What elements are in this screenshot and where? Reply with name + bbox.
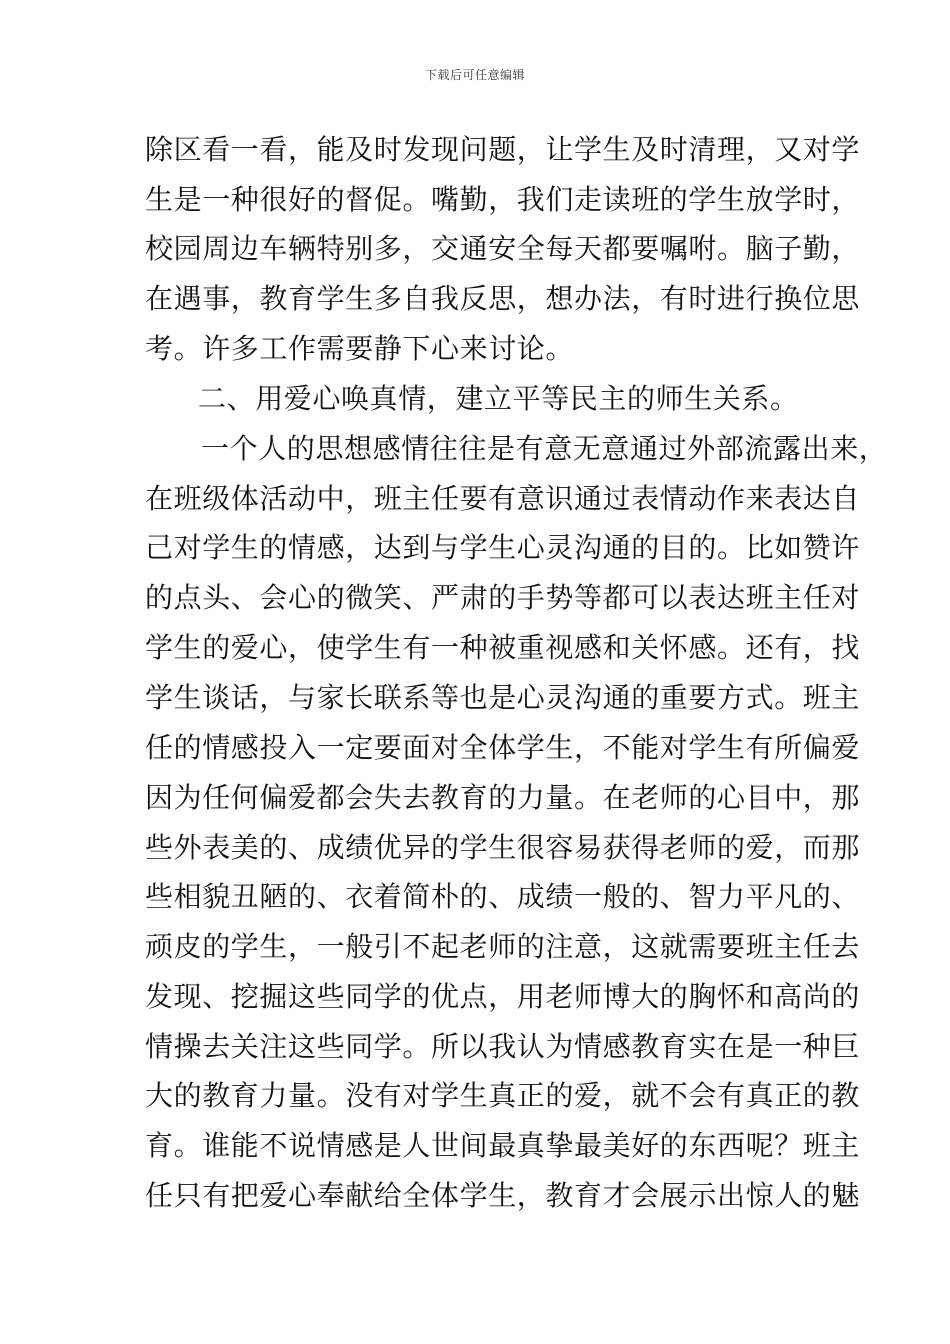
- body-line: 学生谈话，与家长联系等也是心灵沟通的重要方式。班主: [145, 681, 861, 714]
- body-line: 己对学生的情感，达到与学生心灵沟通的目的。比如赞许: [145, 531, 861, 564]
- body-line: 考。许多工作需要静下心来讨论。: [145, 332, 575, 365]
- body-line: 发现、挖掘这些同学的优点，用老师博大的胸怀和高尚的: [145, 980, 861, 1013]
- body-line: 大的教育力量。没有对学生真正的爱，就不会有真正的教: [145, 1079, 861, 1112]
- body-line: 因为任何偏爱都会失去教育的力量。在老师的心目中，那: [145, 781, 861, 814]
- body-line: 些外表美的、成绩优异的学生很容易获得老师的爱，而那: [145, 831, 861, 864]
- body-line: 顽皮的学生，一般引不起老师的注意，这就需要班主任去: [145, 930, 861, 963]
- body-line: 在班级体活动中，班主任要有意识通过表情动作来表达自: [145, 482, 861, 515]
- body-line: 情操去关注这些同学。所以我认为情感教育实在是一种巨: [145, 1030, 861, 1063]
- body-line: 任只有把爱心奉献给全体学生，教育才会展示出惊人的魅: [145, 1179, 861, 1212]
- body-line: 除区看一看，能及时发现问题，让学生及时清理，又对学: [145, 133, 861, 166]
- body-line: 的点头、会心的微笑、严肃的手势等都可以表达班主任对: [145, 581, 861, 614]
- body-line: 校园周边车辆特别多，交通安全每天都要嘱咐。脑子勤，: [145, 232, 861, 265]
- page-header: 下载后可任意编辑: [424, 68, 525, 82]
- body-line: 生是一种很好的督促。嘴勤，我们走读班的学生放学时，: [145, 183, 861, 216]
- body-line: 任的情感投入一定要面对全体学生，不能对学生有所偏爱: [145, 731, 861, 764]
- body-line: 些相貌丑陋的、衣着简朴的、成绩一般的、智力平凡的、: [145, 880, 861, 913]
- section-heading: 二、用爱心唤真情，建立平等民主的师生关系。: [198, 382, 799, 415]
- body-line: 学生的爱心，使学生有一种被重视感和关怀感。还有，找: [145, 631, 861, 664]
- body-line: 育。谁能不说情感是人世间最真挚最美好的东西呢？班主: [145, 1129, 861, 1162]
- body-line: 一个人的思想感情往往是有意无意通过外部流露出来，: [201, 432, 888, 465]
- body-line: 在遇事，教育学生多自我反思，想办法，有时进行换位思: [145, 282, 861, 315]
